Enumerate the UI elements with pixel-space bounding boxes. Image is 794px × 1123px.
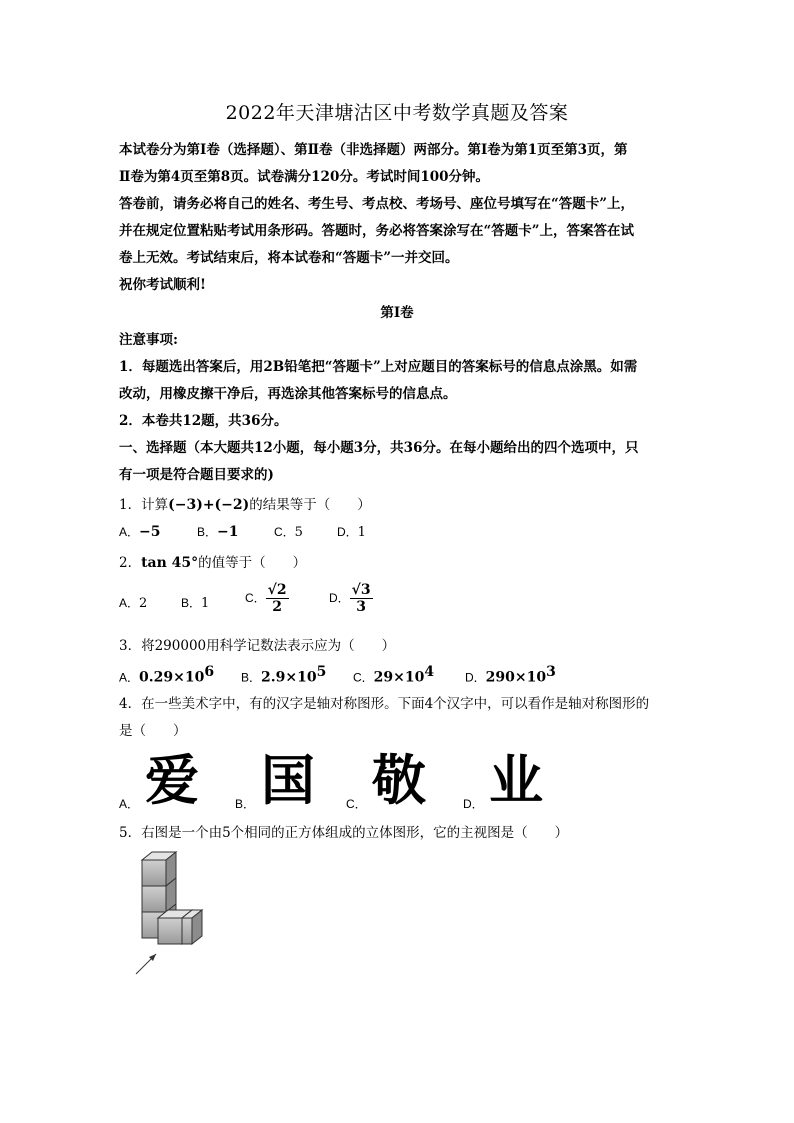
q1-option-c: C．5: [274, 525, 303, 540]
q3-option-c: C．$29\times 10^4$: [353, 664, 435, 686]
question-1-prefix: 1．计算: [119, 497, 169, 513]
q2-option-c: C． $\frac{√2}{2}$: [245, 582, 287, 615]
question-2-expression: tan 45°: [141, 555, 199, 571]
intro-line-5: 卷上无效。考试结束后，将本试卷和“答题卡”一并交回。: [119, 250, 459, 266]
question-1-expression: (−3)+(−2): [168, 497, 250, 513]
q1-option-d: D．1: [337, 525, 366, 540]
q4-option-d-char: 业: [489, 749, 543, 812]
cube-solid-figure: [128, 848, 208, 978]
q1-option-b: B．−1: [197, 524, 239, 540]
question-2-suffix: 的值等于（ ）: [198, 555, 307, 571]
intro-line-6: 祝你考试顺利!: [119, 277, 206, 293]
note-line-4: 一、选择题（本大题共12小题，每小题3分，共36分。在每小题给出的四个选项中，只: [119, 440, 639, 456]
note-line-5: 有一项是符合题目要求的): [119, 467, 274, 483]
page-title: 2022年天津塘沽区中考数学真题及答案: [225, 102, 569, 124]
notes-heading: 注意事项:: [119, 332, 178, 348]
question-3: 3．将290000用科学记数法表示应为（ ）: [119, 638, 396, 654]
q4-option-b-label: B．: [235, 797, 256, 811]
q3-option-b: B．$2.9\times 10^5$: [241, 664, 327, 686]
section-title: 第Ⅰ卷: [380, 305, 414, 321]
question-5: 5．右图是一个由5个相同的正方体组成的立体图形，它的主视图是（ ）: [119, 825, 569, 841]
question-1-suffix: 的结果等于（ ）: [249, 497, 371, 513]
q4-option-c-char: 敬: [372, 749, 426, 812]
question-4-line-2: 是（ ）: [119, 723, 187, 739]
note-line-2: 改动，用橡皮擦干净后，再选涂其他答案标号的信息点。: [119, 386, 457, 402]
q4-option-a-char: 爱: [145, 749, 199, 812]
question-2-prefix: 2．: [119, 555, 142, 571]
question-1: [119, 493, 371, 513]
intro-line-2: Ⅱ卷为第4页至第8页。试卷满分120分。考试时间100分钟。: [119, 169, 490, 185]
note-line-1: 1．每题选出答案后，用2B铅笔把“答题卡”上对应题目的答案标号的信息点涂黑。如需: [119, 359, 638, 375]
intro-line-4: 并在规定位置粘贴考试用条形码。答题时，务必将答案涂写在“答题卡”上，答案答在试: [119, 223, 635, 239]
q2-option-b: B．1: [181, 596, 210, 611]
q3-option-d: D．$290\times 10^3$: [465, 664, 556, 686]
question-2: [119, 551, 306, 571]
note-line-3: 2．本卷共12题，共36分。: [119, 413, 288, 429]
q3-option-a: A．$0.29\times 10^6$: [119, 664, 215, 686]
q4-option-b-char: 国: [261, 749, 315, 812]
intro-line-1: 本试卷分为第Ⅰ卷（选择题）、第Ⅱ卷（非选择题）两部分。第Ⅰ卷为第1页至第3页，第: [119, 142, 628, 158]
q4-option-c-label: C．: [346, 797, 367, 811]
q4-option-a-label: A．: [119, 797, 140, 811]
q1-option-a: A．−5: [119, 524, 161, 540]
question-4-line-1: 4．在一些美术字中，有的汉字是轴对称图形。下面4个汉字中，可以看作是轴对称图形的: [119, 696, 650, 712]
q2-option-a: A．2: [119, 596, 148, 611]
q2-option-d: D． $\frac{√3}{3}$: [329, 582, 371, 615]
intro-line-3: 答卷前，请务必将自己的姓名、考生号、考点校、考场号、座位号填写在“答题卡”上，: [119, 196, 635, 212]
q4-option-d-label: D．: [463, 797, 484, 811]
